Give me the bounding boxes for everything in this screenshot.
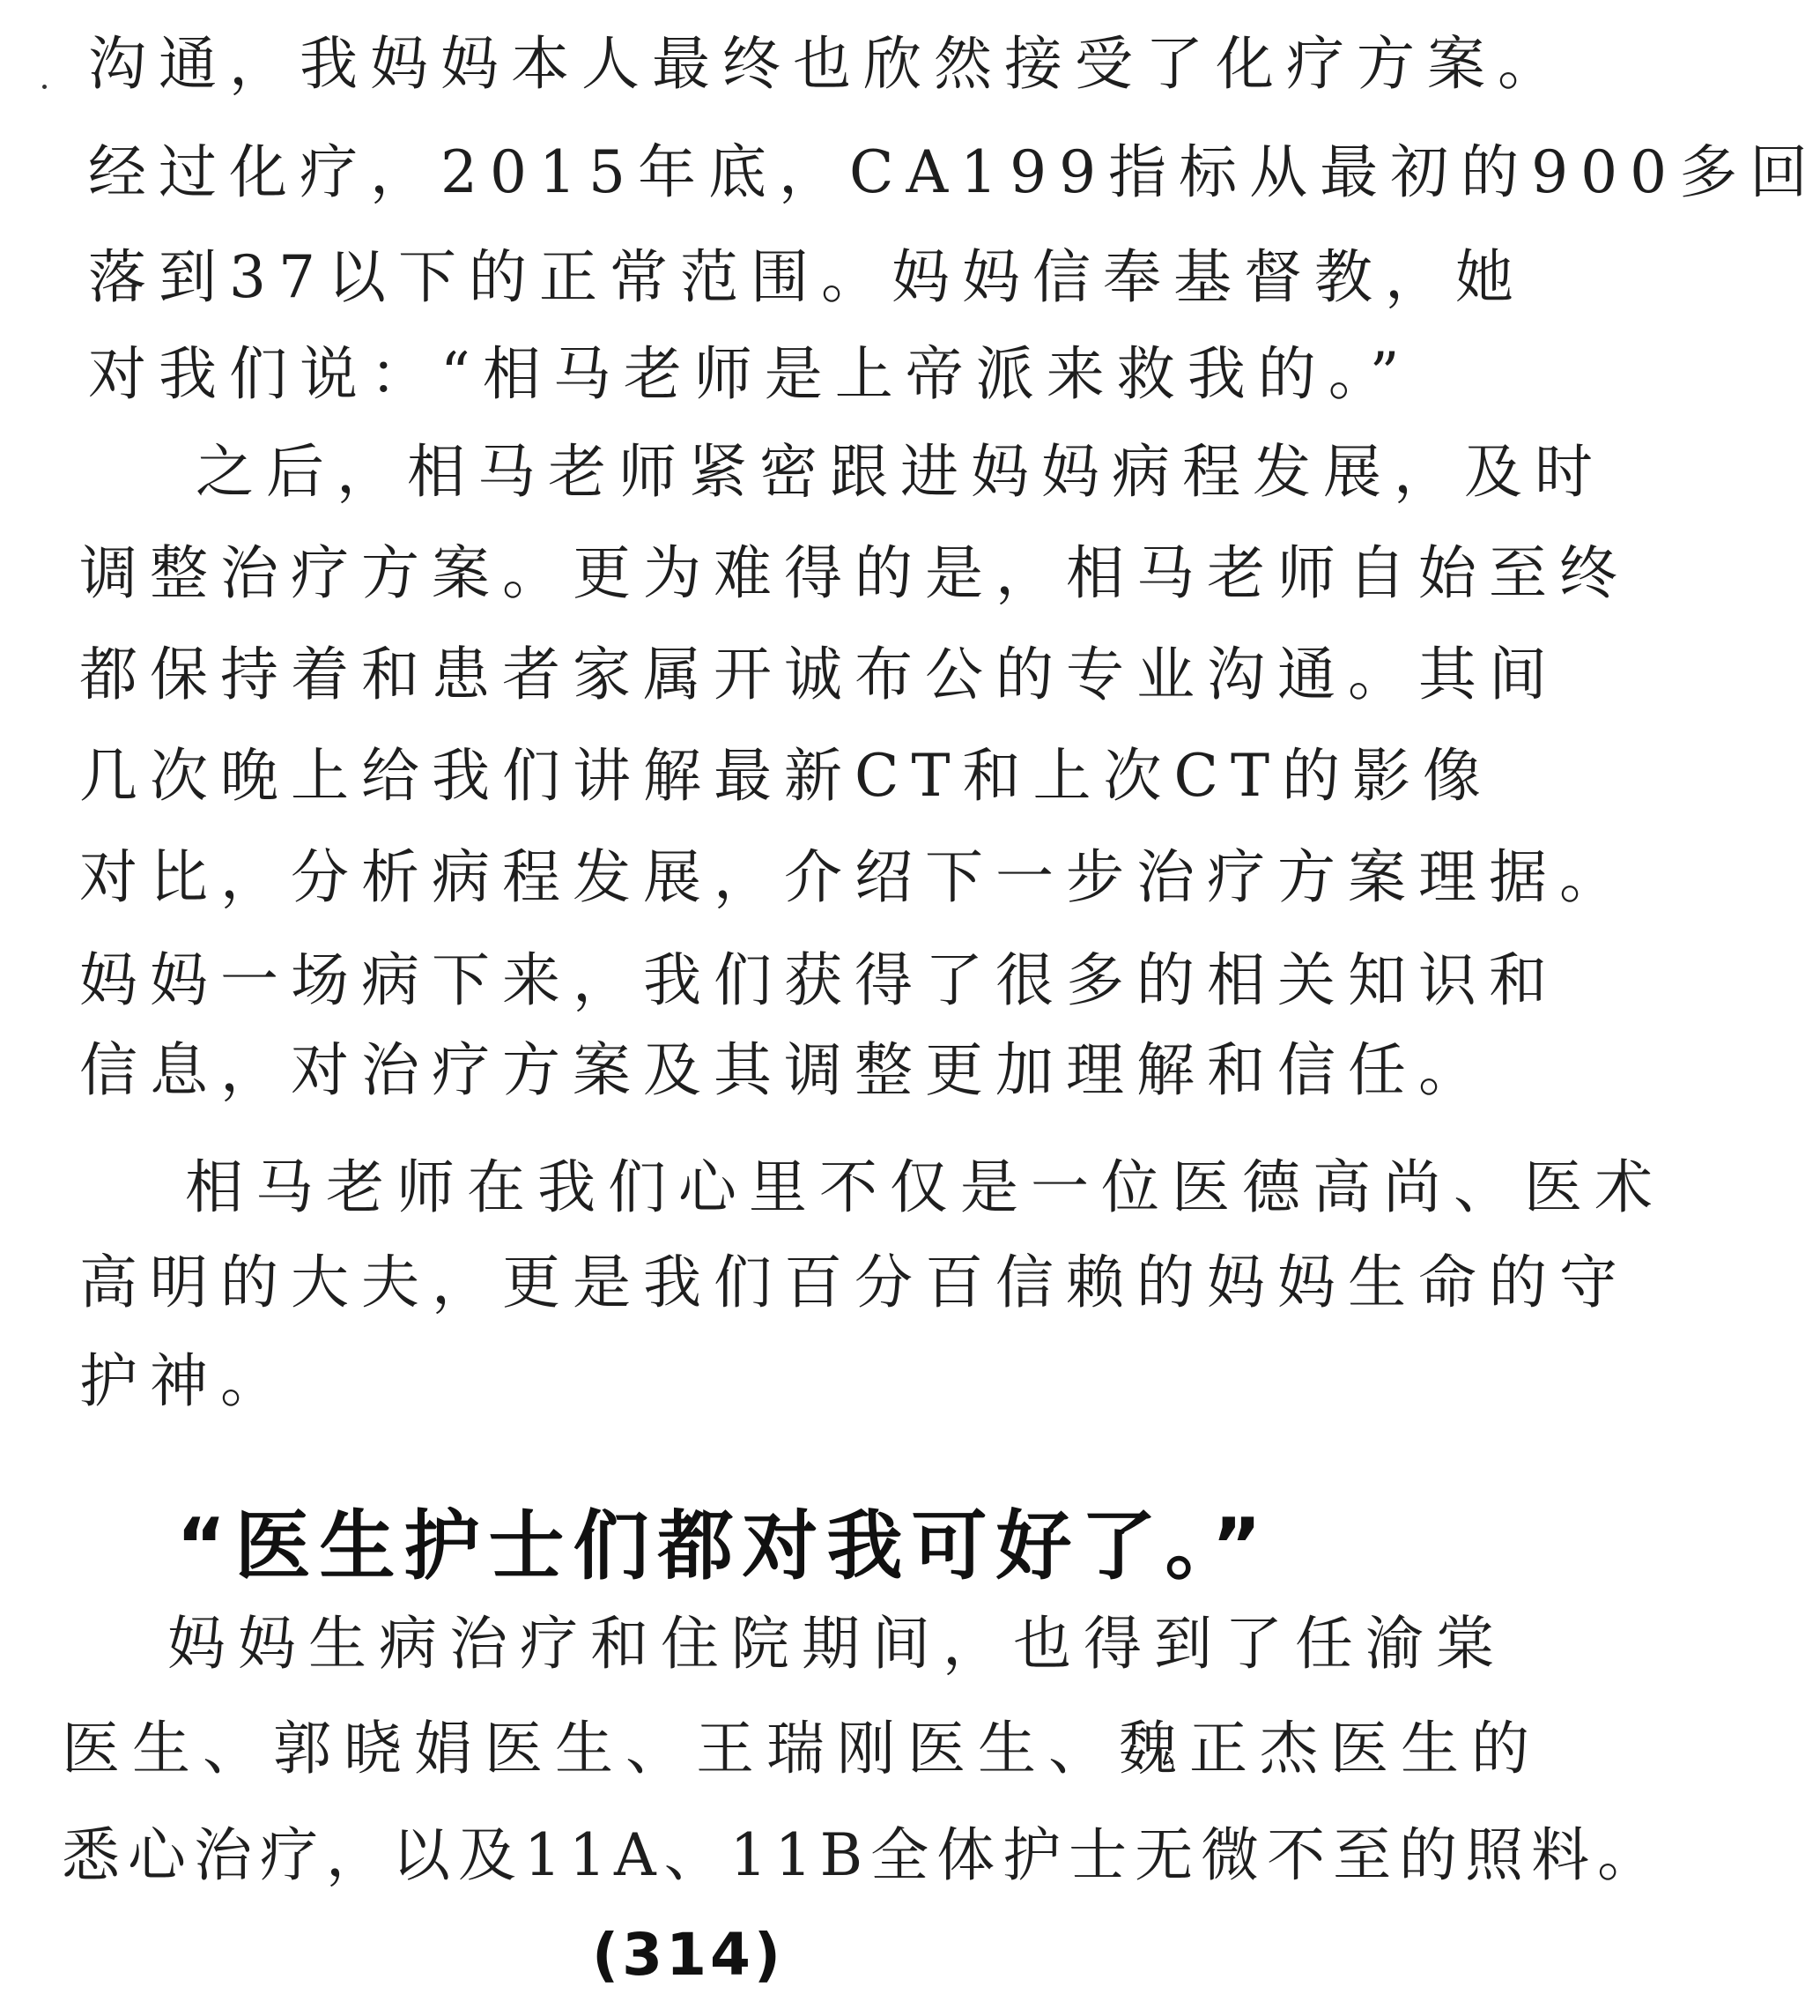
text-line: 悉心治疗，以及11A、11B全体护士无微不至的照料。 <box>62 1821 1664 1889</box>
section-heading: “医生护士们都对我可好了。” <box>176 1502 1271 1590</box>
text-line: 相马老师在我们心里不仅是一位医德高尚、医术 <box>185 1153 1665 1221</box>
ink-speck <box>42 85 47 89</box>
text-line: 都保持着和患者家属开诚布公的专业沟通。其间 <box>79 641 1559 708</box>
text-line: 对比，分析病程发展，介绍下一步治疗方案理据。 <box>79 843 1630 911</box>
text-line: 妈妈一场病下来，我们获得了很多的相关知识和 <box>79 946 1559 1014</box>
text-line: 护神。 <box>79 1347 291 1415</box>
text-line: 落到37以下的正常范围。妈妈信奉基督教，她 <box>88 243 1526 311</box>
text-line: 对我们说：“相马老师是上帝派来救我的。” <box>88 340 1412 408</box>
text-line: 医生、郭晓娟医生、王瑞刚医生、魏正杰医生的 <box>62 1715 1542 1783</box>
text-line: 高明的大夫，更是我们百分百信赖的妈妈生命的守 <box>79 1249 1630 1316</box>
page-number: (314) <box>592 1921 785 1989</box>
text-line: 经过化疗，2015年底，CA199指标从最初的900多回 <box>88 138 1820 206</box>
text-line: 妈妈生病治疗和住院期间，也得到了任渝棠 <box>167 1610 1506 1678</box>
text-line: 调整治疗方案。更为难得的是，相马老师自始至终 <box>79 539 1630 607</box>
text-line: 几次晚上给我们讲解最新CT和上次CT的影像 <box>79 742 1494 810</box>
text-line: 之后，相马老师紧密跟进妈妈病程发展，及时 <box>196 438 1605 506</box>
text-line: 沟通，我妈妈本人最终也欣然接受了化疗方案。 <box>88 30 1568 98</box>
text-line: 信息，对治疗方案及其调整更加理解和信任。 <box>79 1036 1489 1104</box>
